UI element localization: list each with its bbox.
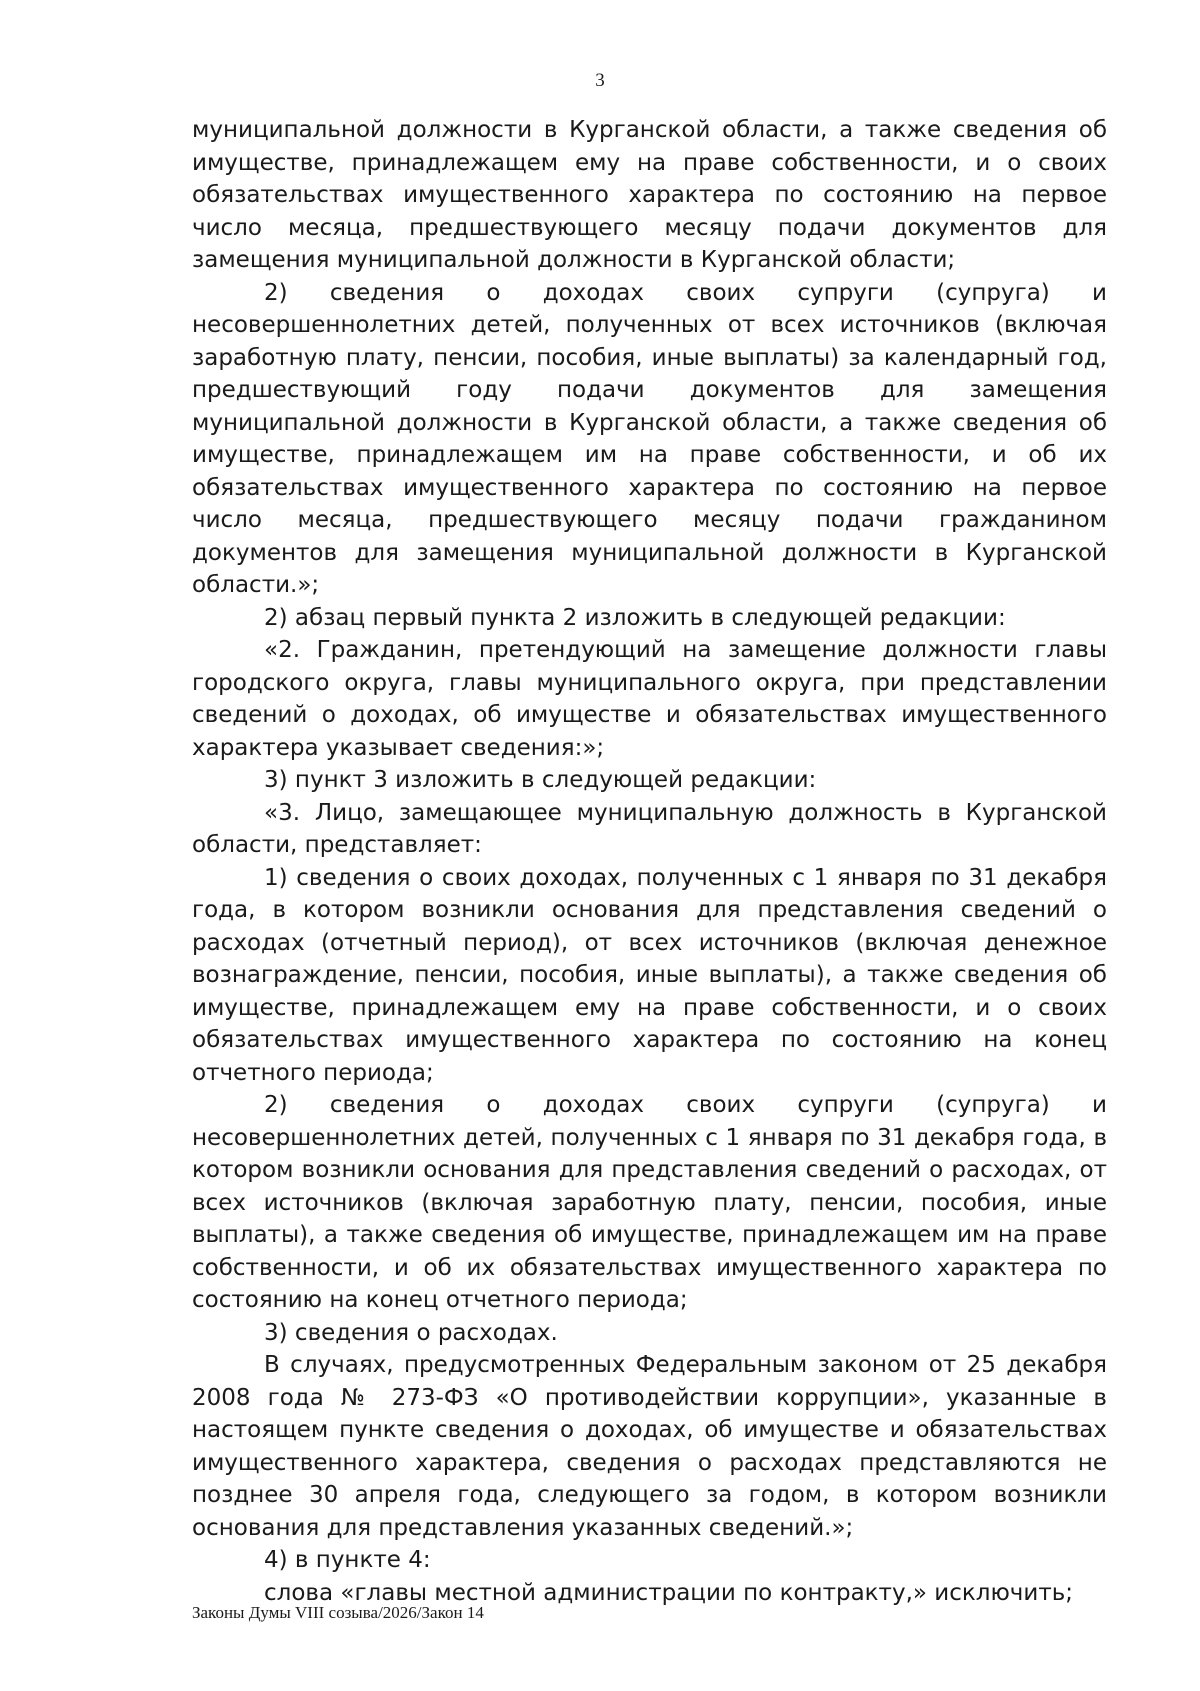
page-number: 3 bbox=[595, 70, 605, 91]
paragraph-6: «3. Лицо, замещающее муниципальную должность в Курганской области, представляет: bbox=[192, 799, 1107, 858]
paragraph-2: 2) сведения о доходах своих супруги (супруга) и несовершеннолетних детей, полученных от всех источников (включая заработную плату, пенсии, пособия, иные выплаты) за календарный год, предшествующий году подачи документов для замещения муниципальной должности в Курганской области, а также сведения об имуществе, принадлежащем им на праве собственности, и об их обязательствах имущественного характера по состоянию на первое число месяца, предшествующего месяцу подачи гражданином документов для замещения муниципальной должности в Курганской области.»; bbox=[192, 279, 1107, 598]
paragraph-1: муниципальной должности в Курганской области, а также сведения об имуществе, принадлежащем ему на праве собственности, и о своих обязательствах имущественного характера по состоянию на первое число месяца, предшествующего месяцу подачи документов для замещения муниципальной должности в Курганской области; bbox=[192, 117, 1107, 273]
paragraph-4: «2. Гражданин, претендующий на замещение должности главы городского округа, главы муниципального округа, при представлении сведений о доходах, об имуществе и обязательствах имущественного характера указывает сведения:»; bbox=[192, 637, 1107, 761]
paragraph-10: В случаях, предусмотренных Федеральным законом от 25 декабря 2008 года № 273-ФЗ «О противодействии коррупции», указанные в настоящем пункте сведения о доходах, об имуществе и обязательствах имущественного характера, сведения о расходах представляются не позднее 30 апреля года, следующего за годом, в котором возникли основания для представления указанных сведений.»; bbox=[192, 1352, 1107, 1541]
paragraph-3: 2) абзац первый пункта 2 изложить в следующей редакции: bbox=[264, 604, 1006, 631]
paragraph-12: слова «главы местной администрации по контракту,» исключить; bbox=[264, 1579, 1074, 1606]
paragraph-11: 4) в пункте 4: bbox=[264, 1547, 431, 1573]
paragraph-5: 3) пункт 3 изложить в следующей редакции: bbox=[264, 767, 817, 793]
paragraph-8: 2) сведения о доходах своих супруги (супруга) и несовершеннолетних детей, полученных с 1 января по 31 декабря года, в котором возникли основания для представления сведений о расходах, от всех источников (включая заработную плату, пенсии, пособия, иные выплаты), а также сведения об имуществе, принадлежащем им на праве собственности, и об их обязательствах имущественного характера по состоянию на конец отчетного периода; bbox=[192, 1092, 1107, 1313]
paragraph-9: 3) сведения о расходах. bbox=[264, 1319, 558, 1346]
document-body bbox=[192, 114, 1107, 1609]
paragraph-7: 1) сведения о своих доходах, полученных с 1 января по 31 декабря года, в котором возникли основания для представления сведений о расходах (отчетный период), от всех источников (включая денежное вознаграждение, пенсии, пособия, иные выплаты), а также сведения об имуществе, принадлежащем ему на праве собственности, и о своих обязательствах имущественного характера по состоянию на конец отчетного периода; bbox=[192, 864, 1107, 1086]
document-footer: Законы Думы VIII созыва/2026/Закон 14 bbox=[192, 1603, 484, 1622]
